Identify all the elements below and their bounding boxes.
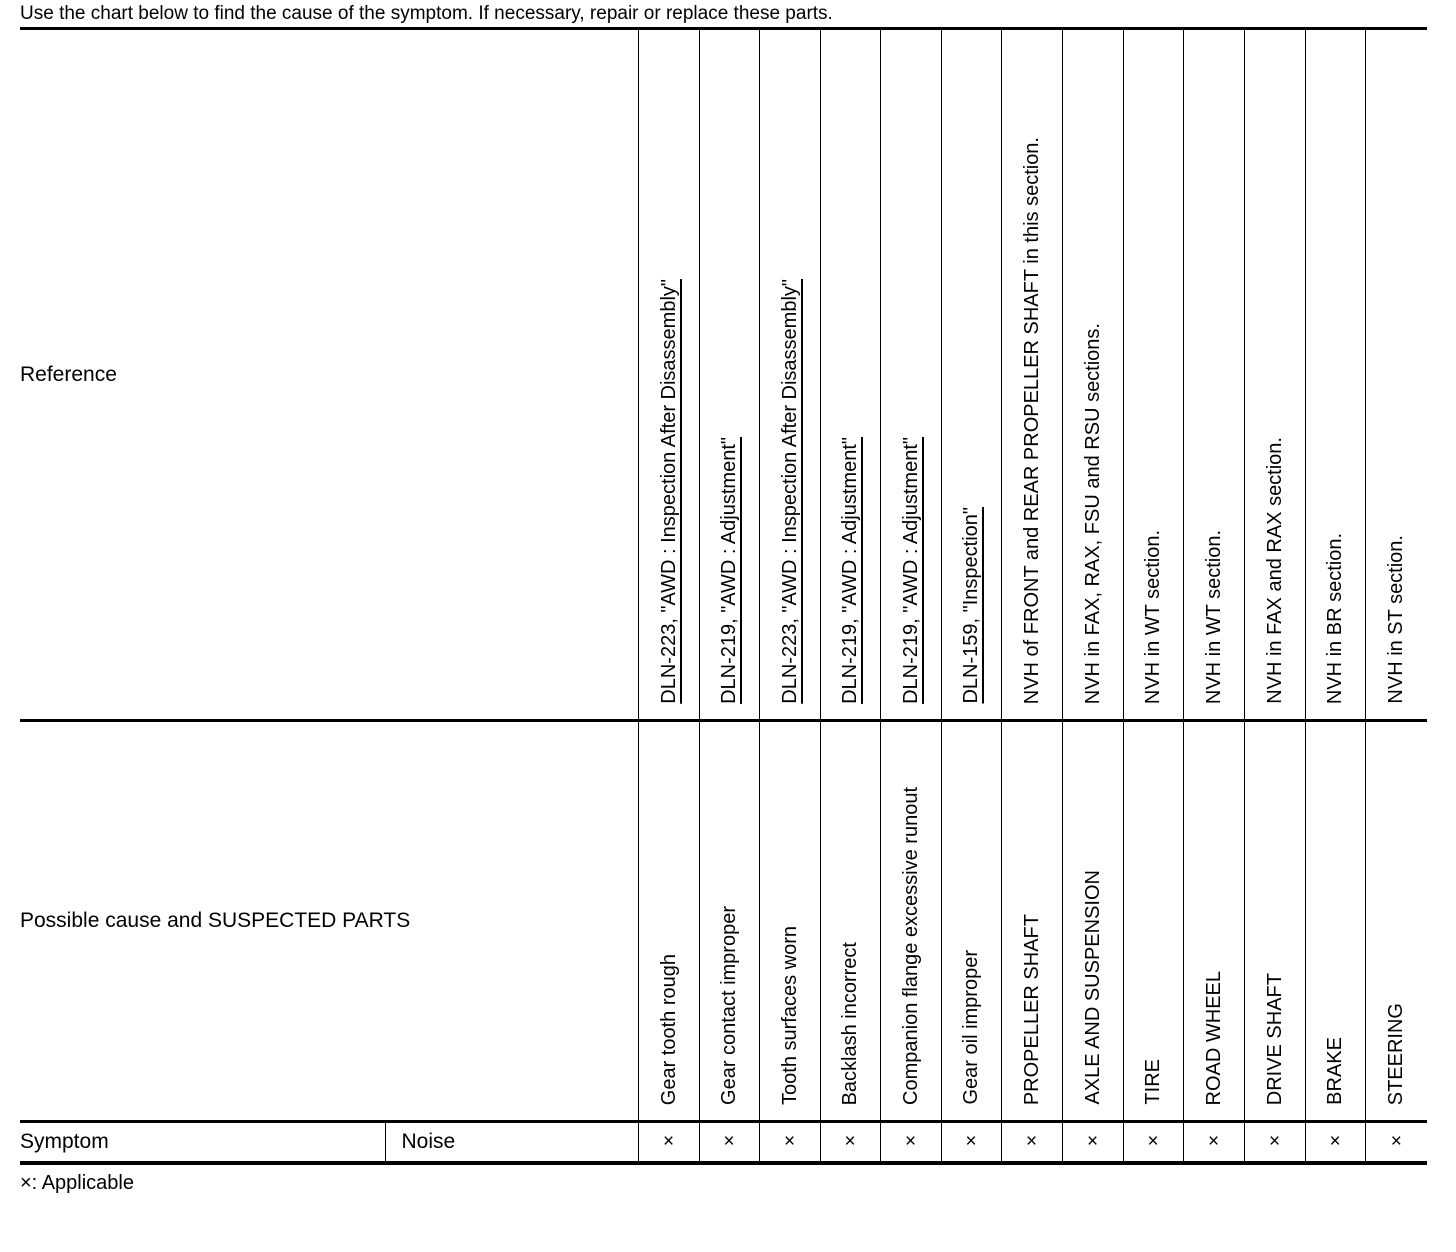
reference-cell xyxy=(1062,29,1123,721)
reference-link[interactable]: DLN-219, "AWD : Adjustment" xyxy=(839,437,862,704)
cause-cell xyxy=(880,721,941,1122)
reference-text: NVH in WT section. xyxy=(1202,529,1225,704)
footnote-applicable: ×: Applicable xyxy=(20,1172,134,1194)
applicable-mark: × xyxy=(1183,1122,1244,1164)
cause-cell xyxy=(820,721,880,1122)
reference-cell[interactable] xyxy=(820,29,880,721)
reference-cell[interactable] xyxy=(880,29,941,721)
cause-cell xyxy=(941,721,1001,1122)
cause-cell xyxy=(638,721,699,1122)
applicable-mark: × xyxy=(820,1122,880,1164)
cause-cell xyxy=(1123,721,1183,1122)
cause-cell xyxy=(759,721,820,1122)
cause-text: AXLE AND SUSPENSION xyxy=(1081,870,1104,1105)
reference-cell xyxy=(1365,29,1427,721)
applicable-mark: × xyxy=(1001,1122,1062,1164)
cause-text: STEERING xyxy=(1385,1002,1408,1105)
applicable-mark: × xyxy=(1305,1122,1365,1164)
cause-text: Backlash incorrect xyxy=(839,941,862,1105)
reference-cell[interactable] xyxy=(638,29,699,721)
possible-cause-row xyxy=(20,721,1427,1122)
cause-text: ROAD WHEEL xyxy=(1202,970,1225,1105)
cause-text: Companion flange excessive runout xyxy=(899,787,922,1105)
applicable-mark: × xyxy=(880,1122,941,1164)
intro-text: Use the chart below to find the cause of the symptom. If necessary, repair or replace these parts. xyxy=(20,3,833,24)
reference-cell xyxy=(1001,29,1062,721)
cause-cell xyxy=(1062,721,1123,1122)
reference-cell xyxy=(1244,29,1305,721)
cause-text: Gear tooth rough xyxy=(657,953,680,1105)
applicable-mark: × xyxy=(941,1122,1001,1164)
symptom-row xyxy=(20,1122,1427,1164)
applicable-mark: × xyxy=(1062,1122,1123,1164)
reference-text: NVH in FAX and RAX section. xyxy=(1263,437,1286,704)
cause-cell xyxy=(1183,721,1244,1122)
noise-label: Noise xyxy=(385,1122,638,1164)
reference-text: NVH in BR section. xyxy=(1324,532,1347,704)
applicable-mark: × xyxy=(1244,1122,1305,1164)
cause-text: TIRE xyxy=(1142,1059,1165,1105)
reference-link[interactable]: DLN-219, "AWD : Adjustment" xyxy=(718,437,741,704)
reference-cell xyxy=(1305,29,1365,721)
reference-cell[interactable] xyxy=(699,29,759,721)
applicable-mark: × xyxy=(1123,1122,1183,1164)
reference-link[interactable]: DLN-159, "Inspection" xyxy=(960,507,983,704)
applicable-mark: × xyxy=(638,1122,699,1164)
possible-cause-label: Possible cause and SUSPECTED PARTS xyxy=(20,721,638,1122)
reference-text: NVH in FAX, RAX, FSU and RSU sections. xyxy=(1081,322,1104,704)
cause-text: Gear oil improper xyxy=(960,950,983,1105)
applicable-mark: × xyxy=(759,1122,820,1164)
reference-cell xyxy=(1183,29,1244,721)
cause-text: Tooth surfaces worn xyxy=(778,926,801,1105)
applicable-mark: × xyxy=(1390,1131,1402,1152)
cause-text: Gear contact improper xyxy=(718,906,741,1105)
reference-text: NVH of FRONT and REAR PROPELLER SHAFT in this section. xyxy=(1020,136,1043,704)
reference-link[interactable]: DLN-223, "AWD : Inspection After Disassembly" xyxy=(657,279,680,704)
cause-text: BRAKE xyxy=(1324,1037,1347,1105)
cause-cell xyxy=(1244,721,1305,1122)
applicable-mark: × xyxy=(699,1122,759,1164)
reference-text: NVH in ST section. xyxy=(1385,535,1408,704)
reference-label: Reference xyxy=(20,29,638,721)
cause-cell xyxy=(699,721,759,1122)
symptom-label: Symptom xyxy=(20,1122,385,1164)
cause-cell xyxy=(1001,721,1062,1122)
reference-link[interactable]: DLN-223, "AWD : Inspection After Disassembly" xyxy=(778,279,801,704)
reference-link[interactable]: DLN-219, "AWD : Adjustment" xyxy=(899,437,922,704)
cause-text: DRIVE SHAFT xyxy=(1263,972,1286,1105)
reference-text: NVH in WT section. xyxy=(1142,529,1165,704)
reference-cell[interactable] xyxy=(941,29,1001,721)
cause-cell xyxy=(1305,721,1365,1122)
reference-row xyxy=(20,29,1427,721)
symptom-chart xyxy=(20,27,1427,1165)
reference-cell[interactable] xyxy=(759,29,820,721)
cause-text: PROPELLER SHAFT xyxy=(1020,913,1043,1105)
cause-cell xyxy=(1365,721,1427,1122)
reference-cell xyxy=(1123,29,1183,721)
